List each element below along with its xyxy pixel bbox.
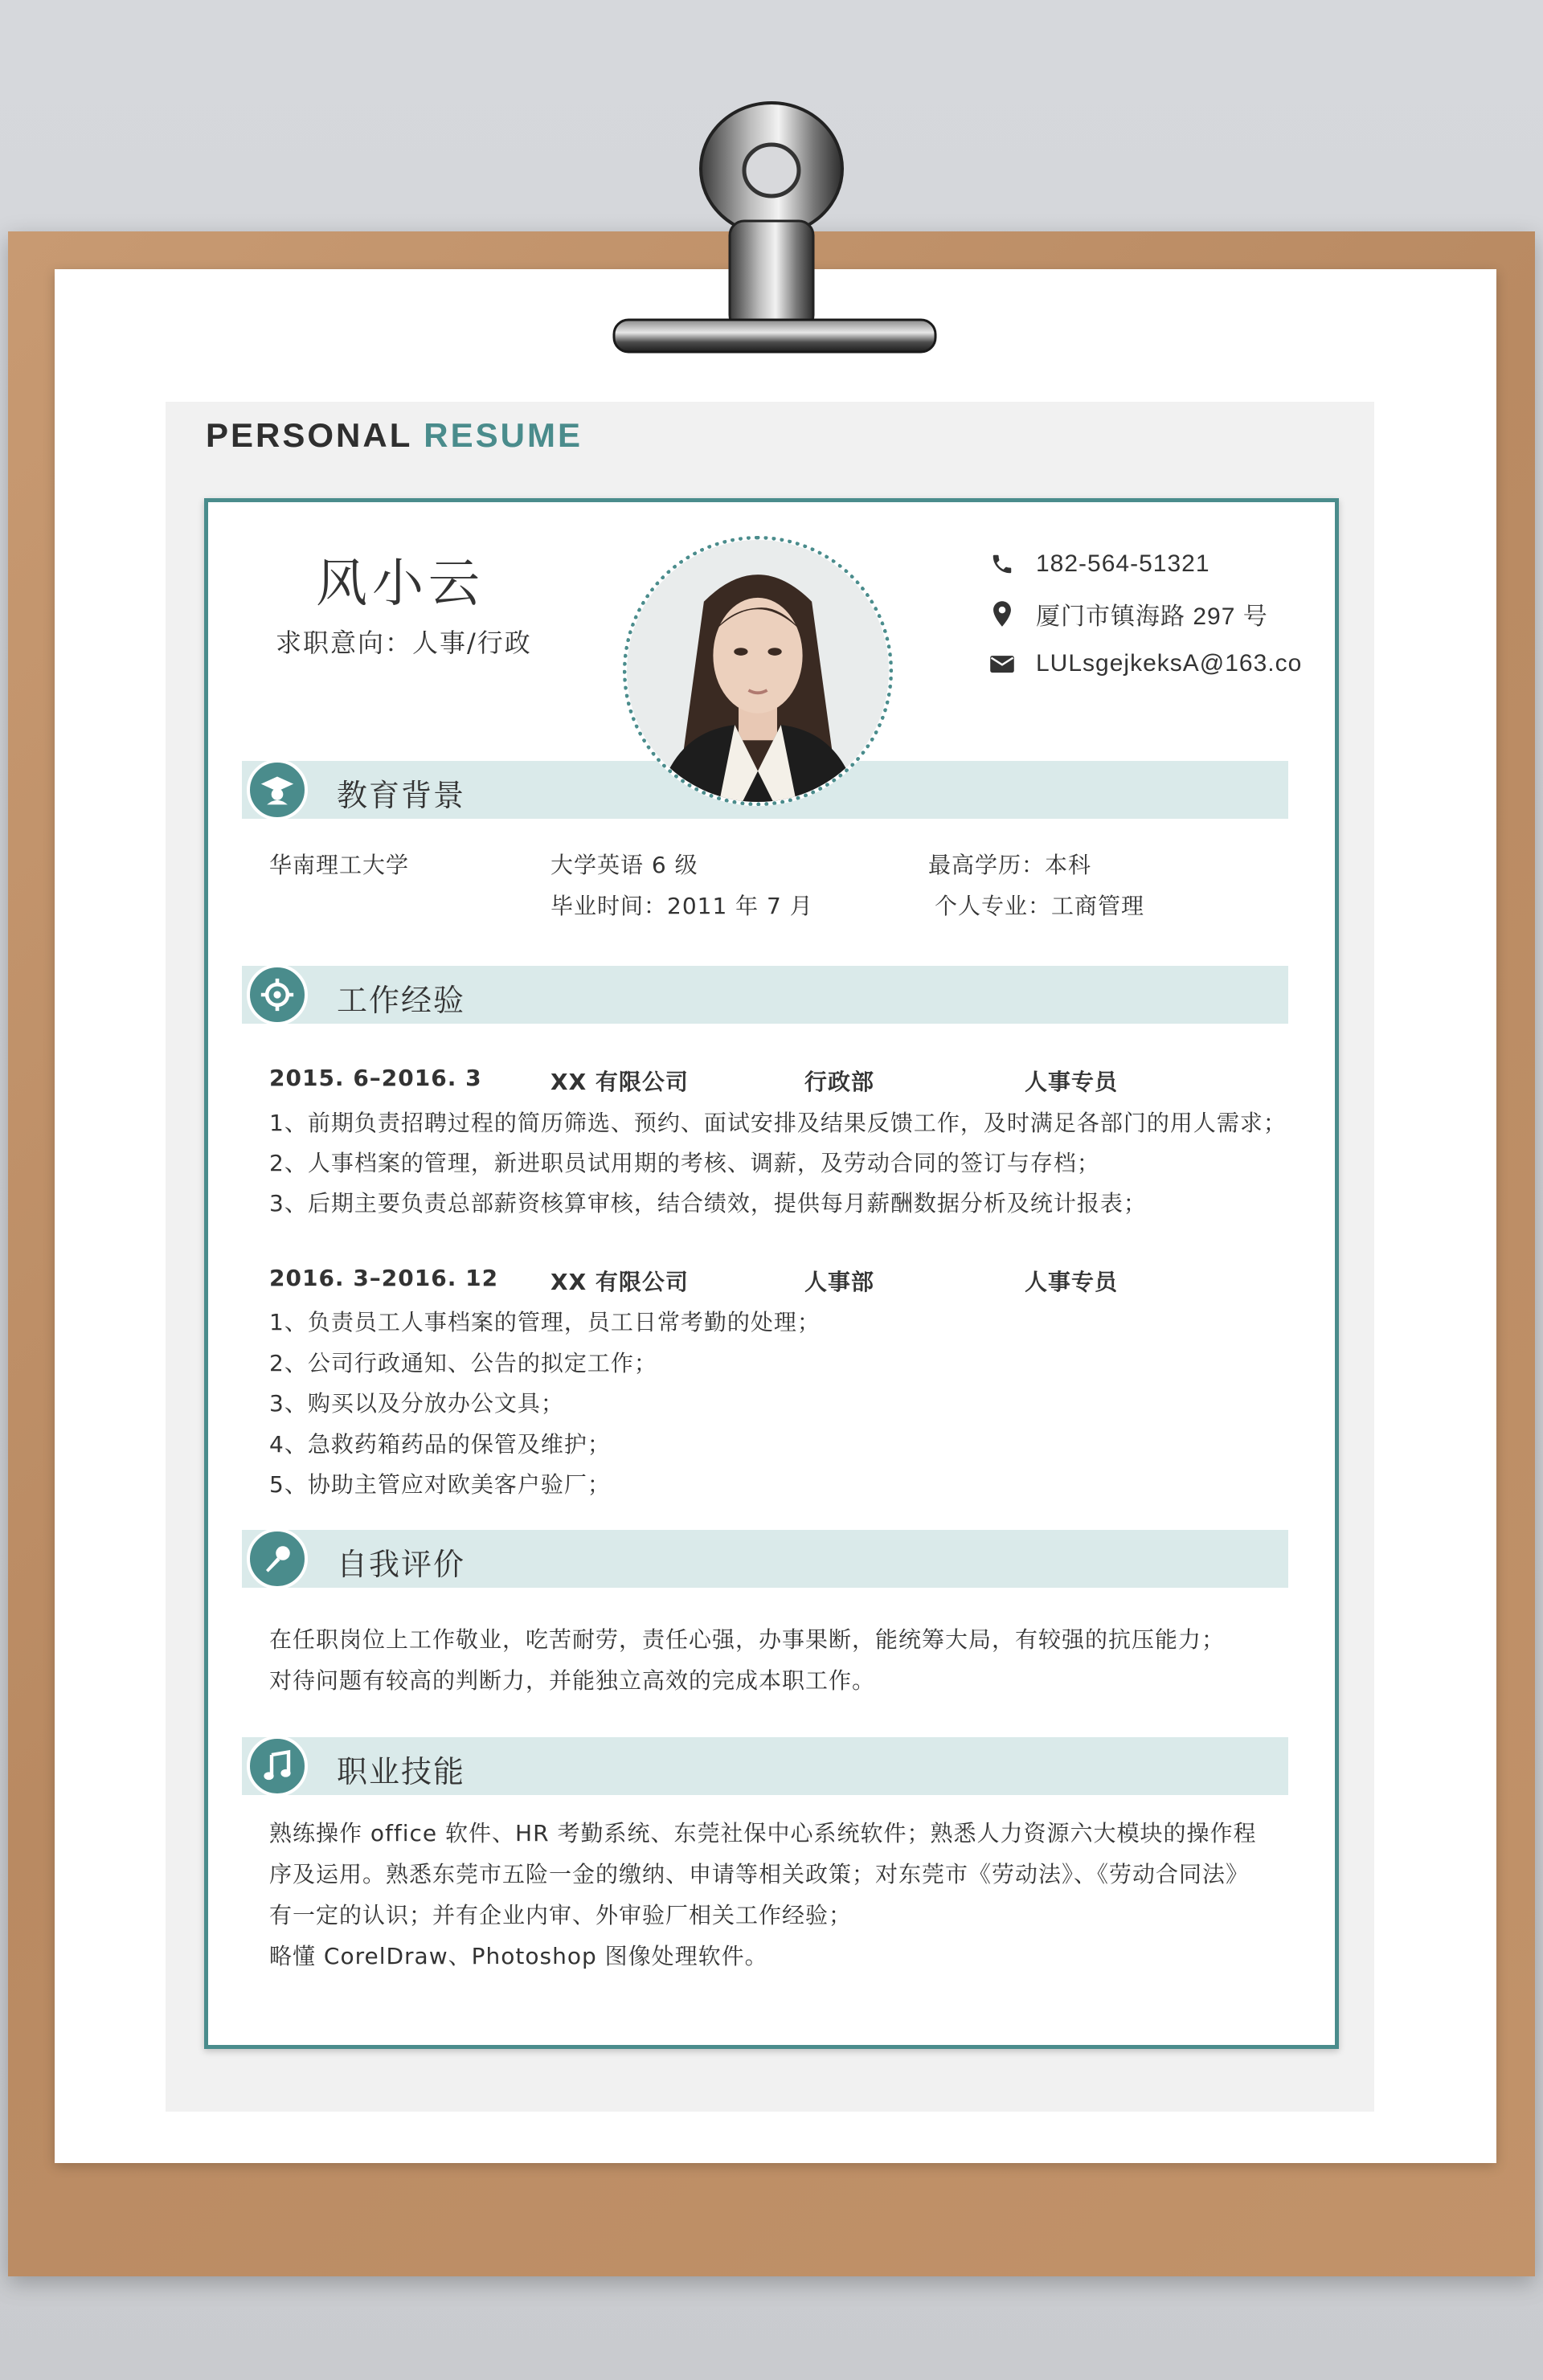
english-level: 大学英语 6 级 — [550, 852, 698, 878]
section-title: 职业技能 — [337, 1754, 466, 1789]
job-duty: 3、后期主要负责总部薪资核算审核，结合绩效，提供每月薪酬数据分析及统计报表； — [269, 1190, 1147, 1217]
microphone-icon — [247, 1528, 308, 1589]
resume-frame — [204, 498, 1339, 2049]
job-duty: 4、急救药箱药品的保管及维护； — [269, 1431, 611, 1458]
section-title: 自我评价 — [337, 1547, 466, 1582]
job-department: 行政部 — [804, 1069, 875, 1095]
section-self-evaluation — [242, 1530, 1288, 1588]
job-duty: 2、公司行政通知、公告的拟定工作； — [269, 1350, 657, 1376]
location-pin-icon — [986, 598, 1018, 630]
binder-clip-icon — [579, 48, 948, 354]
self-evaluation-line: 对待问题有较高的判断力，并能独立高效的完成本职工作。 — [269, 1667, 876, 1694]
contact-phone — [986, 539, 1302, 589]
job-duty: 1、负责员工人事档案的管理，员工日常考勤的处理； — [269, 1309, 821, 1335]
phone-number: 182-564-51321 — [1036, 550, 1210, 577]
target-icon — [247, 964, 308, 1025]
job-company: XX 有限公司 — [550, 1069, 689, 1095]
job-department: 人事部 — [804, 1269, 875, 1295]
skills-line: 略懂 CorelDraw、Photoshop 图像处理软件。 — [269, 1943, 768, 1969]
job-period: 2015. 6–2016. 3 — [269, 1065, 482, 1091]
address: 厦门市镇海路 297 号 — [1036, 603, 1268, 630]
self-evaluation-line: 在任职岗位上工作敬业，吃苦耐劳，责任心强，办事果断，能统筹大局，有较强的抗压能力； — [269, 1626, 1226, 1653]
self-evaluation-text — [269, 1619, 1306, 1701]
job-position: 人事专员 — [1025, 1269, 1119, 1295]
contact-email — [986, 639, 1302, 689]
job-duty: 2、人事档案的管理，新进职员试用期的考核、调薪，及劳动合同的签订与存档； — [269, 1150, 1100, 1176]
job-position: 人事专员 — [1025, 1069, 1119, 1095]
section-title: 工作经验 — [337, 983, 466, 1018]
resume-sheet — [166, 402, 1374, 2112]
job-company: XX 有限公司 — [550, 1269, 689, 1295]
candidate-name: 风小云 — [316, 554, 485, 614]
resume-header-title — [206, 416, 583, 455]
section-skills — [242, 1737, 1288, 1795]
graduation-time: 毕业时间：2011 年 7 月 — [550, 893, 813, 919]
contact-address — [986, 589, 1302, 639]
skills-line: 熟练操作 office 软件、HR 考勤系统、东莞社保中心系统软件；熟悉人力资源六大模块的操作程 — [269, 1820, 1257, 1846]
avatar — [623, 536, 893, 806]
section-title: 教育背景 — [337, 778, 466, 813]
header-title-part2: RESUME — [424, 416, 583, 454]
major: 个人专业：工商管理 — [935, 893, 1145, 919]
graduate-icon — [247, 759, 308, 820]
highest-degree: 最高学历：本科 — [928, 852, 1092, 878]
school-name: 华南理工大学 — [269, 852, 410, 878]
job-intention: 求职意向：人事/行政 — [276, 628, 532, 658]
mail-icon — [986, 648, 1018, 680]
job-period: 2016. 3–2016. 12 — [269, 1265, 499, 1291]
header-title-part1: PERSONAL — [206, 416, 412, 454]
skills-text — [269, 1813, 1314, 1977]
phone-icon — [986, 548, 1018, 580]
job-duty: 5、协助主管应对欧美客户验厂； — [269, 1471, 611, 1498]
job-duty: 3、购买以及分放办公文具； — [269, 1390, 564, 1417]
skills-line: 有一定的认识；并有企业内审、外审验厂相关工作经验； — [269, 1902, 853, 1928]
email-address: LULsgejkeksA@163.co — [1036, 650, 1303, 677]
job-duty: 1、前期负责招聘过程的简历筛选、预约、面试安排及结果反馈工作，及时满足各部门的用人需求； — [269, 1110, 1287, 1136]
contact-info — [986, 539, 1302, 689]
skills-line: 序及运用。熟悉东莞市五险一金的缴纳、申请等相关政策；对东莞市《劳动法》、《劳动合同法》 — [269, 1861, 1250, 1887]
music-note-icon — [247, 1736, 308, 1797]
section-work — [242, 966, 1288, 1024]
